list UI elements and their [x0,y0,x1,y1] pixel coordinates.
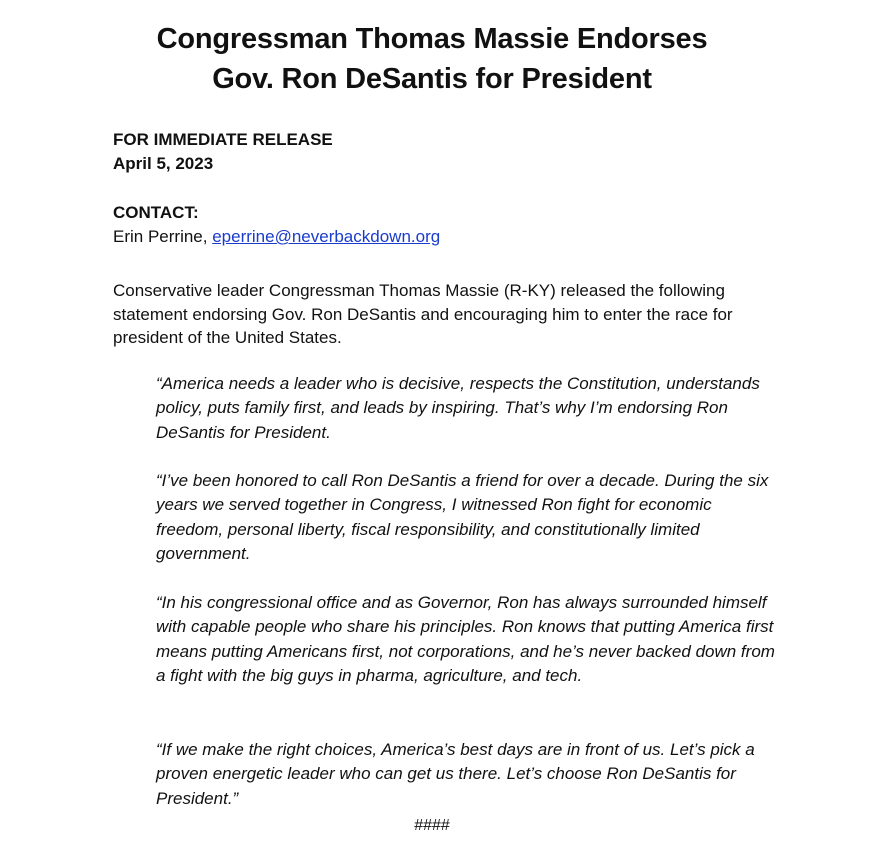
quote-paragraph-1: “America needs a leader who is decisive, respects the Constitution, understands policy, puts family first, and leads by inspiring. That’s why I’m endorsing Ron DeSantis for President. [156,374,760,442]
contact-info [113,201,440,249]
contact-email-link[interactable]: eperrine@neverbackdown.org [212,227,441,246]
title-line-1: Congressman Thomas Massie Endorses [156,23,708,55]
release-date: April 5, 2023 [113,154,214,173]
end-mark: #### [414,817,450,834]
quote-paragraph-3: “In his congressional office and as Governor, Ron has always surrounded himself with capable people who share his principles. Ron knows that putting America first means putting Americans first, not corporations, and he’s never backed down from a fight with the big guys in pharma, agriculture, and tech. [156,593,775,685]
intro-paragraph: Conservative leader Congressman Thomas Massie (R-KY) released the following statement endorsing Gov. Ron DeSantis and encouraging him to enter the race for president of the United States. [113,281,733,348]
quote-paragraph-2: “I’ve been honored to call Ron DeSantis a friend for over a decade. During the six years we served together in Congress, I witnessed Ron fight for economic freedom, personal liberty, fiscal responsibility, and constitutionally limited government. [156,471,769,563]
quote-paragraph-4: “If we make the right choices, America’s best days are in front of us. Let’s pick a proven energetic leader who can get us there. Let’s choose Ron DeSantis for President.” [156,740,755,808]
release-label: FOR IMMEDIATE RELEASE [113,130,333,149]
contact-label: CONTACT: [113,203,199,222]
contact-name: Erin Perrine, [113,227,213,246]
title-line-2: Gov. Ron DeSantis for President [212,63,652,95]
press-release-title [0,19,864,99]
release-info [113,128,333,176]
